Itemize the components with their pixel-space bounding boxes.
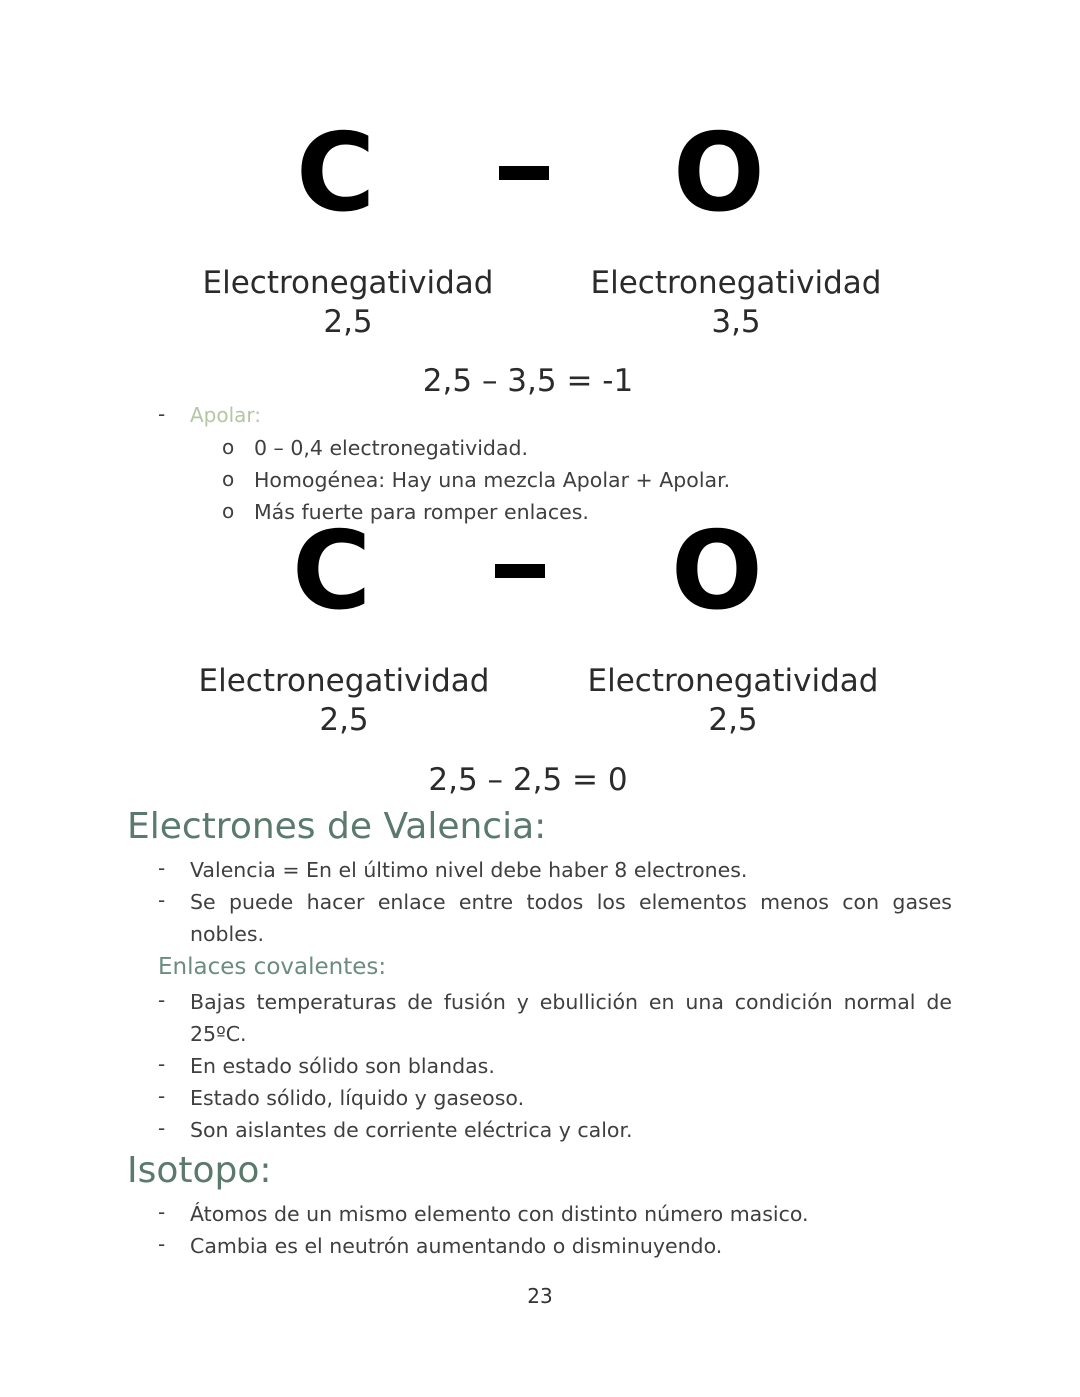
list-dash: - bbox=[158, 402, 166, 426]
apolar-heading: Apolar: bbox=[190, 403, 262, 427]
section-title-valencia: Electrones de Valencia: bbox=[127, 806, 547, 847]
electronegativity-left bbox=[174, 662, 514, 740]
electronegativity-value: 2,5 bbox=[323, 304, 373, 340]
list-item: Bajas temperaturas de fusión y ebullición en una condición normal de 25ºC. bbox=[190, 990, 952, 1046]
list-item: Valencia = En el último nivel debe haber 8 electrones. bbox=[190, 858, 748, 882]
list-dash: - bbox=[158, 888, 166, 912]
atom-carbon: C bbox=[296, 111, 376, 236]
electronegativity-label: Electronegatividad bbox=[202, 265, 494, 301]
electronegativity-equation: 2,5 – 2,5 = 0 bbox=[428, 762, 628, 798]
list-item: 0 – 0,4 electronegatividad. bbox=[254, 436, 529, 460]
list-dash: - bbox=[158, 1116, 166, 1140]
sub-bullet: o bbox=[222, 435, 235, 459]
electronegativity-label: Electronegatividad bbox=[587, 663, 879, 699]
list-item: Son aislantes de corriente eléctrica y calor. bbox=[190, 1118, 633, 1142]
electronegativity-value: 2,5 bbox=[319, 702, 369, 738]
section-title-isotopo: Isotopo: bbox=[127, 1150, 272, 1191]
electronegativity-right bbox=[563, 662, 903, 740]
list-item: Se puede hacer enlace entre todos los elementos menos con gases nobles. bbox=[190, 890, 952, 946]
electronegativity-label: Electronegatividad bbox=[198, 663, 490, 699]
atom-oxygen: O bbox=[673, 111, 765, 236]
list-dash: - bbox=[158, 856, 166, 880]
bond-dash bbox=[499, 166, 549, 180]
list-dash: - bbox=[158, 1232, 166, 1256]
electronegativity-left bbox=[178, 264, 518, 342]
list-item: Cambia es el neutrón aumentando o disminuyendo. bbox=[190, 1234, 723, 1258]
sub-bullet: o bbox=[222, 499, 235, 523]
bond-dash bbox=[495, 564, 545, 578]
list-dash: - bbox=[158, 1084, 166, 1108]
list-item: En estado sólido son blandas. bbox=[190, 1054, 495, 1078]
list-dash: - bbox=[158, 1200, 166, 1224]
atom-carbon: C bbox=[292, 509, 372, 634]
atom-oxygen: O bbox=[671, 509, 763, 634]
subsection-title-covalentes: Enlaces covalentes: bbox=[158, 954, 387, 980]
list-item: Homogénea: Hay una mezcla Apolar + Apolar. bbox=[254, 468, 731, 492]
page-number: 23 bbox=[527, 1284, 553, 1308]
sub-bullet: o bbox=[222, 467, 235, 491]
electronegativity-equation: 2,5 – 3,5 = -1 bbox=[422, 363, 634, 399]
list-dash: - bbox=[158, 1052, 166, 1076]
list-item: Más fuerte para romper enlaces. bbox=[254, 500, 589, 524]
list-dash: - bbox=[158, 988, 166, 1012]
electronegativity-value: 3,5 bbox=[711, 304, 761, 340]
electronegativity-value: 2,5 bbox=[708, 702, 758, 738]
electronegativity-label: Electronegatividad bbox=[590, 265, 882, 301]
list-item: Átomos de un mismo elemento con distinto número masico. bbox=[190, 1202, 809, 1226]
list-item: Estado sólido, líquido y gaseoso. bbox=[190, 1086, 525, 1110]
electronegativity-right bbox=[566, 264, 906, 342]
